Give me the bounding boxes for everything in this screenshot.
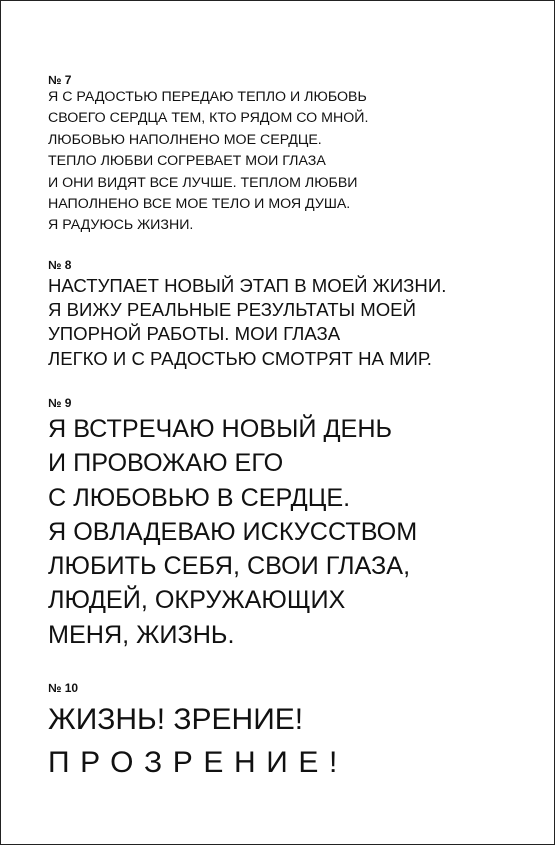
affirmation-text — [48, 412, 535, 652]
text-line: С ЛЮБОВЬЮ В СЕРДЦЕ. — [48, 483, 351, 512]
text-line: ЛЮДЕЙ, ОКРУЖАЮЩИХ — [48, 586, 346, 615]
text-line: ЛЮБИТЬ СЕБЯ, СВОИ ГЛАЗА, — [48, 552, 411, 581]
affirmation-10 — [48, 681, 535, 784]
text-line: И ПРОВОЖАЮ ЕГО — [48, 449, 284, 478]
text-line: ЖИЗНЬ! ЗРЕНИЕ! — [48, 703, 304, 736]
text-line: ПРОЗРЕНИЕ! — [48, 746, 348, 779]
text-line: Я РАДУЮСЬ ЖИЗНИ. — [48, 217, 194, 234]
affirmation-7 — [48, 73, 535, 237]
affirmation-8 — [48, 258, 535, 371]
text-line: Я С РАДОСТЬЮ ПЕРЕДАЮ ТЕПЛО И ЛЮБОВЬ — [48, 89, 367, 105]
text-line: НАПОЛНЕНО ВСЕ МОЕ ТЕЛО И МОЯ ДУША. — [48, 196, 351, 213]
text-line: ЛЮБОВЬЮ НАПОЛНЕНО МОЕ СЕРДЦЕ. — [48, 131, 322, 148]
text-line: МЕНЯ, ЖИЗНЬ. — [48, 620, 235, 649]
text-line: Я ОВЛАДЕВАЮ ИСКУССТВОМ — [48, 517, 418, 546]
affirmation-number: № 7 — [48, 73, 72, 87]
affirmation-text — [48, 87, 535, 237]
affirmation-number: № 10 — [48, 681, 79, 695]
affirmation-number: № 8 — [48, 258, 72, 272]
text-line: УПОРНОЙ РАБОТЫ. МОИ ГЛАЗА — [48, 323, 341, 345]
affirmation-text — [48, 698, 535, 784]
text-line: НАСТУПАЕТ НОВЫЙ ЭТАП В МОЕЙ ЖИЗНИ. — [48, 275, 447, 296]
affirmation-9 — [48, 396, 535, 652]
affirmation-number: № 9 — [48, 396, 72, 410]
text-line: Я ВИЖУ РЕАЛЬНЫЕ РЕЗУЛЬТАТЫ МОЕЙ — [48, 299, 416, 320]
text-line: СВОЕГО СЕРДЦА ТЕМ, КТО РЯДОМ СО МНОЙ. — [48, 110, 369, 127]
text-line: Я ВСТРЕЧАЮ НОВЫЙ ДЕНЬ — [48, 415, 393, 443]
text-line: ТЕПЛО ЛЮБВИ СОГРЕВАЕТ МОИ ГЛАЗА — [48, 153, 326, 170]
affirmation-text — [48, 274, 535, 371]
text-line: ЛЕГКО И С РАДОСТЬЮ СМОТРЯТ НА МИР. — [48, 347, 432, 369]
text-line: И ОНИ ВИДЯТ ВСЕ ЛУЧШЕ. ТЕПЛОМ ЛЮБВИ — [48, 174, 358, 191]
